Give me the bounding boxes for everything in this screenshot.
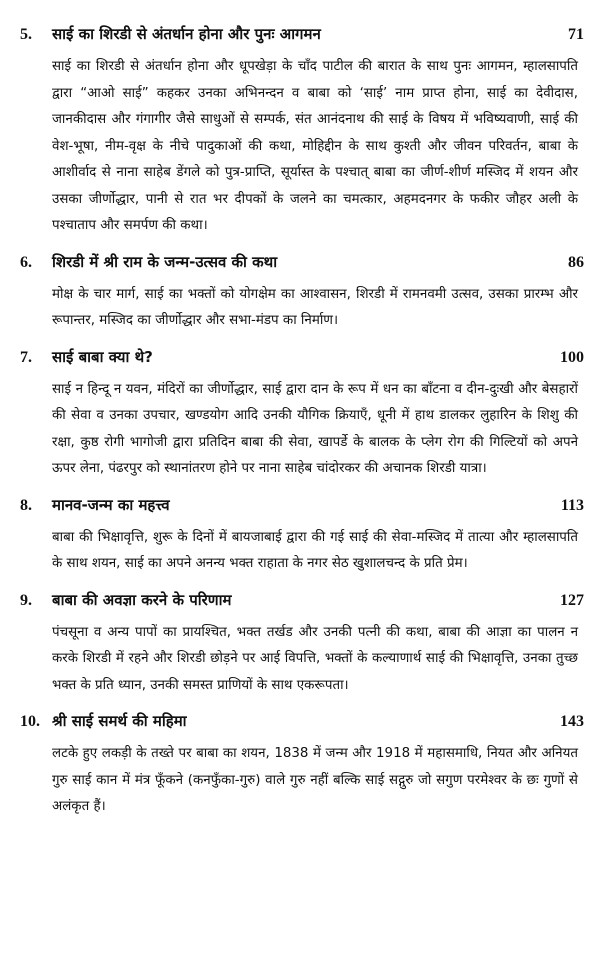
chapter-number: 8. xyxy=(20,496,32,514)
chapter-description: साई का शिरडी से अंतर्धान होना और धूपखेड़ा के चाँद पाटील की बारात के साथ पुनः आगमन, म्हालसापति द्वारा “आओ साई” कहकर उनका अभिनन्दन व बाबा को ‘साई’ नाम प्राप्त होना, साई का देवीदास, जानकीदास और गंगागीर जैसे साधुओं से सम्पर्क, संत आनंदनाथ की साई के विषय में भविष्यवाणी, साई की वेश-भूषा, नीम-वृक्ष के नीचे पादुकाओं की कथा, मोहिद्दीन के साथ कुश्ती और जीवन परिवर्तन, बाबा के आशीर्वाद से नाना साहेब डेंगले को पुत्र-प्राप्ति, सूर्यास्त के पश्चात् बाबा का जीर्ण-शीर्ण मस्जिद में शयन और उसका जीर्णोद्धार, पानी से रात भर दीपकों के जलने का चमत्कार, अहमदनगर के फकीर जौहर अली के पश्चाताप और समर्पण की कथा। xyxy=(52,59,578,233)
toc-entry xyxy=(20,711,584,821)
toc-entry-heading xyxy=(20,495,584,525)
chapter-page-number: 71 xyxy=(568,26,584,43)
toc-entry xyxy=(20,347,584,483)
chapter-page-number: 113 xyxy=(560,496,584,514)
chapter-title: साई का शिरडी से अंतर्धान होना और पुनः आगमन xyxy=(52,25,321,43)
chapter-description: बाबा की भिक्षावृत्ति, शुरू के दिनों में बायजाबाई द्वारा की गई साई की सेवा-मस्जिद में तात्या और म्हालसापति के साथ शयन, साई का अपने अनन्य भक्त राहाता के नगर सेठ खुशालचन्द के प्रति प्रेम। xyxy=(52,529,578,571)
chapter-page-number: 86 xyxy=(568,253,584,271)
toc-entry xyxy=(20,495,584,578)
toc-entry-heading xyxy=(20,347,584,377)
toc-entry xyxy=(20,24,584,240)
chapter-number: 6. xyxy=(20,253,32,271)
toc-entry xyxy=(20,252,584,335)
chapter-number: 9. xyxy=(20,591,32,609)
chapter-page-number: 143 xyxy=(560,713,584,730)
chapter-page-number: 100 xyxy=(560,348,584,366)
chapter-title: बाबा की अवज्ञा करने के परिणाम xyxy=(52,590,232,609)
chapter-description: साई न हिन्दू न यवन, मंदिरों का जीर्णोद्धार, साई द्वारा दान के रूप में धन का बाँटना व दीन-दुःखी और बेसहारों की सेवा व उनका उपचार, खण्डयोग आदि उनकी यौगिक क्रियाएँ, धूनी में हाथ डालकर लुहारिन के शिशु की रक्षा, कुष्ठ रोगी भागोजी द्वारा प्रतिदिन बाबा की सेवा, खापर्डे के बालक के प्लेग रोग की गिल्टियों को अपने ऊपर लेना, पंढरपुर को स्थानांतरण होने पर नाना साहेब चांदोरकर की अचानक शिरडी यात्रा। xyxy=(52,381,578,476)
toc-entry xyxy=(20,590,584,700)
chapter-description: पंचसूना व अन्य पापों का प्रायश्चित, भक्त तर्खड और उनकी पत्नी की कथा, बाबा की आज्ञा का पालन न करके शिरडी में रहने और शिरडी छोड़ने पर आई विपत्ति, भक्तों के कल्याणार्थ साई की भिक्षावृत्ति, उनका तुच्छ भक्त के प्रति ध्यान, उनकी समस्त प्राणियों के साथ एकरूपता। xyxy=(52,624,578,693)
chapter-title: शिरडी में श्री राम के जन्म-उत्सव की कथा xyxy=(52,252,278,271)
toc-entry-heading xyxy=(20,252,584,282)
chapter-title: मानव-जन्म का महत्त्व xyxy=(52,495,170,514)
chapter-description: मोक्ष के चार मार्ग, साई का भक्तों को योगक्षेम का आश्वासन, शिरडी में रामनवमी उत्सव, उसका प्रारम्भ और रूपान्तर, मस्जिद का जीर्णोद्धार और सभा-मंडप का निर्माण। xyxy=(52,286,578,328)
chapter-title: श्री साई समर्थ की महिमा xyxy=(52,712,187,730)
toc-entry-heading xyxy=(20,590,584,620)
chapter-page-number: 127 xyxy=(560,591,584,609)
chapter-description: लटके हुए लकड़ी के तख्ते पर बाबा का शयन, 1838 में जन्म और 1918 में महासमाधि, नियत और अनियत गुरु साई कान में मंत्र फूँकने (कनफुँका-गुरु) वाले गुरु नहीं बल्कि साई सद्गुरु जो सगुण परमेश्वर के छः गुणों से अलंकृत हैं। xyxy=(52,746,578,814)
toc-entry-heading xyxy=(20,711,584,741)
chapter-number: 5. xyxy=(20,26,32,43)
chapter-title: साई बाबा क्या थे? xyxy=(52,347,153,366)
toc-entry-heading xyxy=(20,24,584,54)
chapter-number: 10. xyxy=(20,713,40,730)
chapter-number: 7. xyxy=(20,348,32,366)
